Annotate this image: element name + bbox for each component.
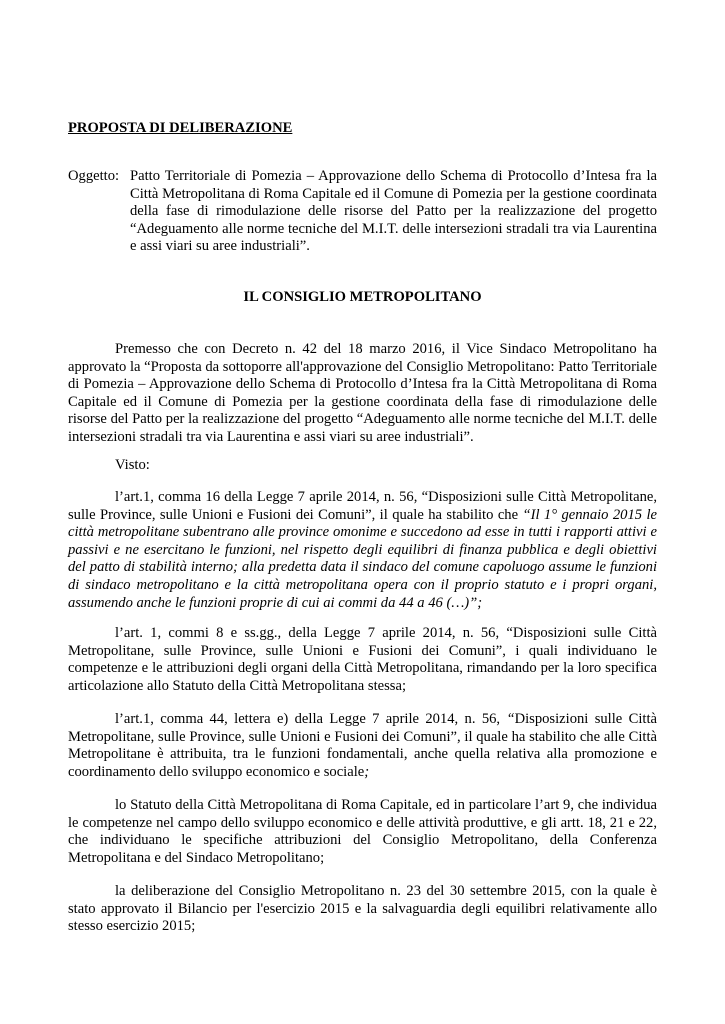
section-heading: IL CONSIGLIO METROPOLITANO <box>243 289 482 305</box>
art1-comma16-closing: ”; <box>469 594 483 611</box>
art1-comma44-intro: l’art.1, comma 44, lettera e) della Legge 7 aprile 2014, n. 56, <box>115 711 507 727</box>
art1-comma44-closing: ; <box>364 763 370 780</box>
art1-comma16-intro: l’art.1, comma 16 della Legge 7 aprile 2014, n. 56, “Disposizioni sulle Città Metropolitane, sulle Province, sulle Unioni e Fusioni dei Comuni”, il quale ha stabilito che <box>68 489 657 523</box>
oggetto-label: Oggetto: <box>68 168 120 184</box>
premesso-paragraph: Premesso che con Decreto n. 42 del 18 marzo 2016, il Vice Sindaco Metropolitano ha approvato la “Proposta da sottoporre all'approvazione del Consiglio Metropolitano: Patto Territoriale di Pomezia – Approvazione dello Schema di Protocollo d’Intesa fra la Città Metropolitana di Roma Capitale ed il Comune di Pomezia per la gestione coordinata della fase di rimodulazione delle risorse del Patto per la realizzazione del progetto “Adeguamento alle norme tecniche del M.I.T. delle intersezioni stradali tra via Laurentina e assi viari su aree industriali”. <box>68 341 657 445</box>
deliberazione-paragraph: la deliberazione del Consiglio Metropolitano n. 23 del 30 settembre 2015, con la quale è stato approvato il Bilancio per l'esercizio 2015 e la salvaguardia degli equilibri relativamente allo stesso esercizio 2015; <box>68 883 657 935</box>
art1-comma44-quote-mark: “ <box>506 711 515 727</box>
art1-comma44-paragraph <box>68 711 657 781</box>
art1-commi8-paragraph: l’art. 1, commi 8 e ss.gg., della Legge 7 aprile 2014, n. 56, “Disposizioni sulle Città Metropolitane, sulle Province, sulle Unioni e Fusioni dei Comuni”, i quali individuano le competenze e le attribuzioni degli organi della Città Metropolitana, rimandando per la loro specifica articolazione allo Statuto della Città Metropolitana stessa; <box>68 625 657 694</box>
oggetto-text: Patto Territoriale di Pomezia – Approvazione dello Schema di Protocollo d’Intesa fra la Città Metropolitana di Roma Capitale ed il Comune di Pomezia per la gestione coordinata della fase di rimodulazione delle risorse del Patto per la realizzazione del progetto “Adeguamento alle norme tecniche del M.I.T. delle intersezioni stradali tra via Laurentina e assi viari su aree industriali”. <box>130 168 657 255</box>
statuto-paragraph: lo Statuto della Città Metropolitana di Roma Capitale, ed in particolare l’art 9, che individua le competenze nel campo dello sviluppo economico e delle attività produttive, e gli artt. 18, 21 e 22, che individuano le specifiche attribuzioni del Consiglio Metropolitano, della Conferenza Metropolitana e del Sindaco Metropolitano; <box>68 797 657 866</box>
art1-comma16-quote: “Il 1° gennaio 2015 le città metropolitane subentrano alle province omonime e succedono ad esse in tutti i rapporti attivi e passivi e ne esercitano le funzioni, nel rispetto degli equilibri di finanza pubblica e degli obiettivi del patto di stabilità interno; alla predetta data il sindaco del comune capoluogo assume le funzioni di sindaco metropolitano e la città metropolitana opera con il proprio statuto e i propri organi, assumendo anche le funzioni proprie di cui ai commi da 44 a 46 (…) <box>68 506 658 611</box>
visto-label: Visto: <box>115 457 150 473</box>
art1-comma16-paragraph <box>68 489 657 612</box>
art1-comma44-text: Disposizioni sulle Città Metropolitane, sulle Province, sulle Unioni e Fusioni dei Comuni”, il quale ha stabilito che alle Città Metropolitane è attribuita, tra le funzioni fondamentali, anche quella relativa alla promozione e coordinamento dello sviluppo economico e sociale <box>68 711 657 780</box>
document-title: PROPOSTA DI DELIBERAZIONE <box>68 120 293 136</box>
